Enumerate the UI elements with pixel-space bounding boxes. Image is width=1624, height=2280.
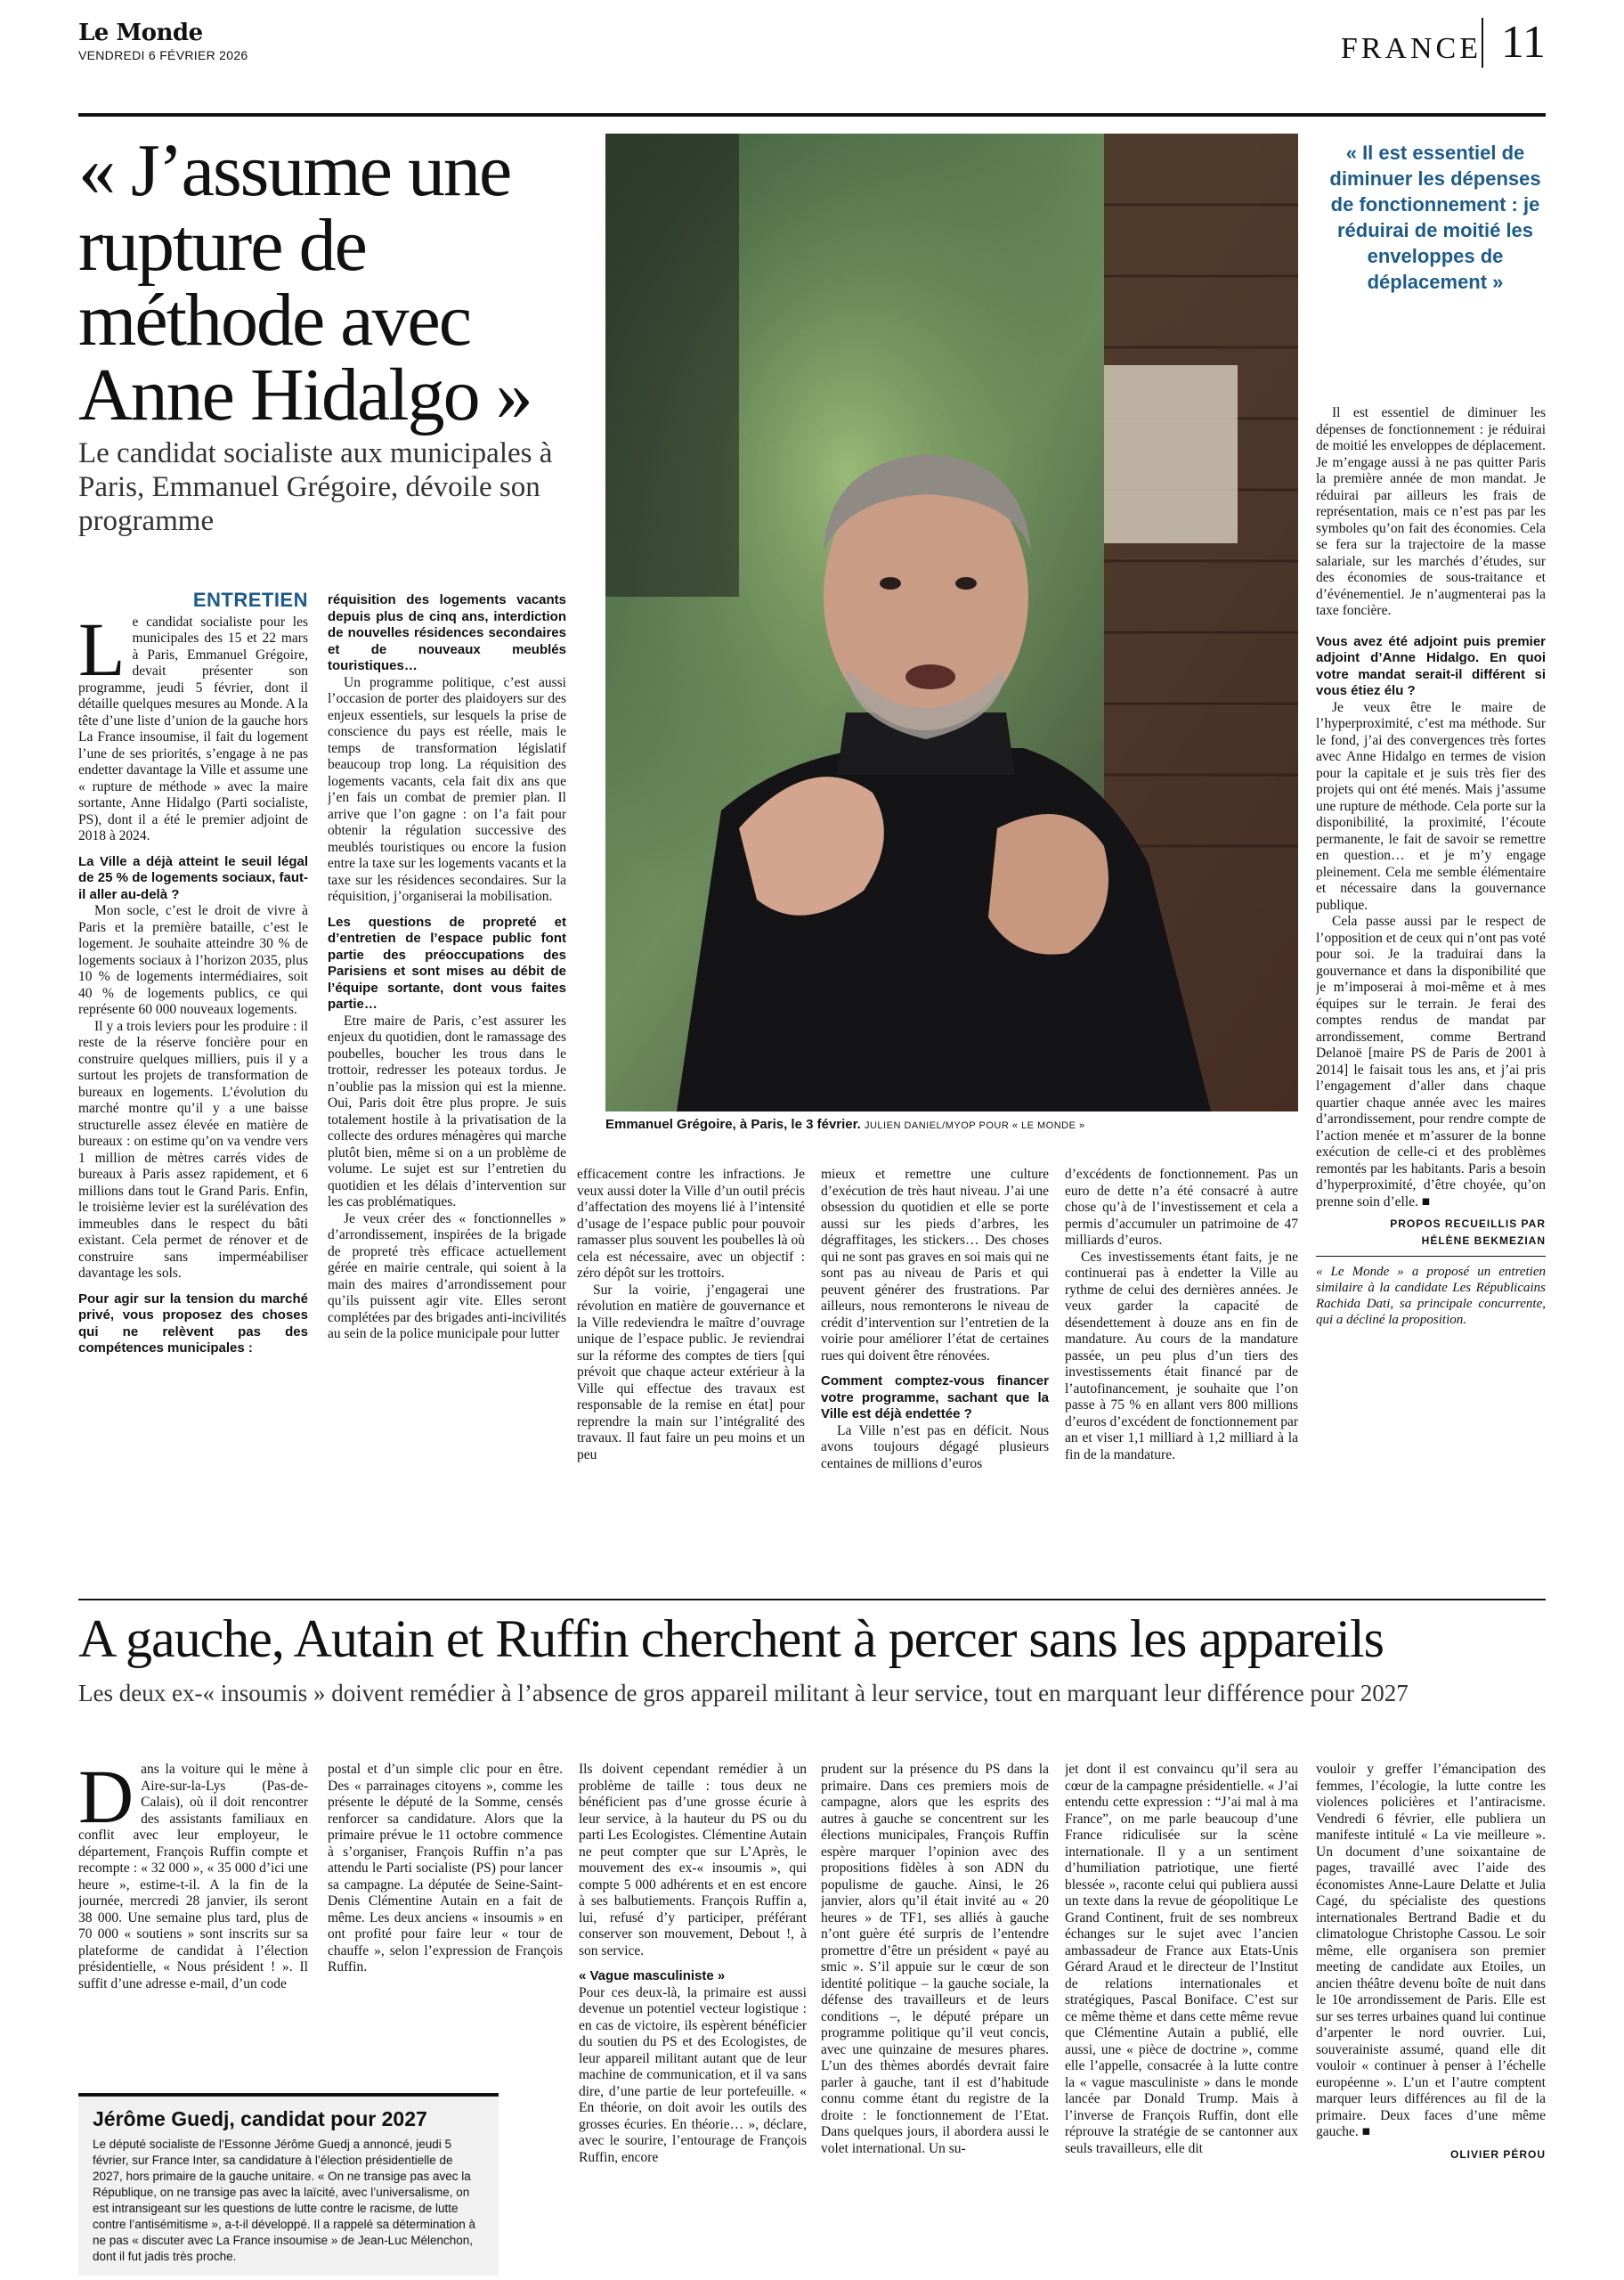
header-rule [78,113,1546,117]
article2-column-2 [328,1762,563,2087]
interview-label: ENTRETIEN [192,592,308,611]
answer-paragraph: Je veux créer des « fonctionnelles » d’arrondissement, inspirées de la brigade de propreté très efficace actuellement gérée en mairie centrale, qui soient à la main des maires d’arrondissement pour qu’ils puissent agir vite. Elles seront complétées par des brigades anti-incivilités au sein de la police municipale pour lutter [328,1210,566,1341]
pull-quote: « Il est essentiel de diminuer les dépenses de fonctionnement : je réduirai de moitié les enveloppes de déplacement » [1329,142,1541,293]
article1-column-2 [328,592,566,1590]
byline-line1: PROPOS RECUEILLIS PAR [1390,1217,1546,1230]
body-paragraph: Ces investissements étant faits, je ne continuerai pas à endetter la Ville au rythme de celui des dernières années. Je veux garder la capacité de désendettement à douze ans en fin de mandature. Au cours de la mandature passée, un peu plus d’un tiers des investissements était financé par de l’autofinancement, je souhaite que l’on passe à 75 % en allant vers 800 millions d’euros d’excédent de fonctionnement par an et viser 1,1 milliard à 1,2 milliard à la fin de la mandature. [1065,1249,1298,1462]
body-paragraph: d’excédents de fonctionnement. Pas un euro de dette n’a été consacré à autre chose qu’à de l’investissement et cela a permis d’accumuler un patrimoine de 47 milliards d’euros. [1065,1167,1298,1248]
body-paragraph: jet dont il est convaincu qu’il sera au cœur de la campagne présidentielle. « J’ai entendu cette expression : “J’ai mal à ma France”, on me parle beaucoup d’une France ridiculisée sur la scène internationale. Il y a un sentiment d’humiliation patriotique, une fierté blessée », raconte celui qui publiera aussi un texte dans la revue de géopolitique Le Grand Continent, fruit de ses nombreux échanges sur le sujet avec l’ancien ambassadeur de France aux Etats-Unis Gérard Araud et le directeur de l’Institut de relations internationales et stratégiques, Pascal Boniface. C’est sur ce même thème et dans cette même revue que Clémentine Autain a publié, elle aussi, une « pièce de doctrine », comme elle l’appelle, consacrée à la lutte contre la « vague masculiniste » dans le monde lancée par Donald Trump. Mais à l’inverse de François Ruffin, dont elle réprouve la stratégie de se cantonner aux seuls travailleurs, elle dit [1065,1762,1298,2156]
answer-paragraph: Mon socle, c’est le droit de vivre à Paris et la première bataille, c’est le logement. Je souhaite atteindre 30 % de logements sociaux à l’horizon 2035, plus 10 % de logements intermédiaires, soit 40 % de logements publics, ce qui représente 60 000 nouveaux logements. [78,903,308,1017]
answer-paragraph: Je veux être le maire de l’hyperproximité, c’est ma méthode. Sur le fond, j’ai des convergences très fortes avec Anne Hidalgo en termes de vision pour la capitale et je suis très fier des projets qui ont été menés. Mais j’assume une rupture de méthode. Cela porte sur la disponibilité, la proximité, l’écoute permanente, le fait de savoir se remettre en question… et je m’y engage pleinement. Cela me semble élémentaire et nécessaire dans la gouvernance publique. [1316,699,1546,913]
editor-note: « Le Monde » a proposé un entretien similaire à la candidate Les Républicains Rachida Dati, sa principale concurrente, qui a décliné la proposition. [1316,1265,1546,1327]
article1-column-6 [1316,405,1546,1590]
article2-title: A gauche, Autain et Ruffin cherchent à percer sans les appareils [78,1609,1384,1668]
byline-divider [1316,1256,1546,1257]
article2-column-3 [579,1762,807,2278]
body-paragraph: mieux et remettre une culture d’exécution de très haut niveau. J’ai une obsession du quotidien et elle se porte aussi sur les pieds d’arbres, les dégraffitages, les stickers… Des choses qui ne sont pas graves en soi mais qui ne sont pas au niveau de Paris et qui peuvent générer des frustrations. Par ailleurs, nous remonterons le niveau de crédit d’intervention sur l’entretien de la voirie pour améliorer l’état de certaines rues qui doivent être rénovées. [821,1167,1049,1364]
article2-column-6 [1316,1762,1546,2278]
answer-paragraph: Il y a trois leviers pour les produire : il reste de la réserve foncière pour en construire quelques milliers, puis il y a surtout les projets de transformation de bureaux en logements. L’évolution du marché montre qu’il y a une baisse structurelle assez élevée en matière de bureaux : on estime qu’on va vendre vers 1 million de mètres carrés vides de bureaux à Paris assez rapidement, et 6 millions dans tout le Grand Paris. Enfin, le troisième levier est la surélévation des immeubles dans le respect du bâti existant. Cela permet de rénover et de construire sans imperméabiliser davantage les sols. [78,1018,308,1281]
sidebar-box [78,2093,499,2276]
byline-author: HÉLÈNE BEKMEZIAN [1421,1234,1546,1247]
article2-standfirst: Les deux ex-« insoumis » doivent remédier à l’absence de gros appareil militant à leur service, tout en marquant leur différence pour 2027 [78,1680,1409,1706]
article2-column-1 [78,1762,308,2087]
question: Comment comptez-vous financer votre programme, sachant que la Ville est déjà endettée ? [821,1373,1049,1421]
intro-paragraph [78,606,308,845]
question: La Ville a déjà atteint le seuil légal de 25 % de logements sociaux, faut-il aller au-delà ? [78,853,308,902]
body-paragraph: Sur la voirie, j’engagerai une révolution en matière de gouvernance et la Ville redeviendra le maître d’ouvrage unique de l’espace public. Je reviendrai sur la réforme des comptes de tiers [qui prévoit que chaque acteur extérieur à la Ville qui effectue des travaux est responsable de la remise en état] pour reprendre la main sur l’intégralité des travaux. Il faut faire un peu moins et un peu [577,1282,805,1462]
portrait-photo [605,134,1298,1112]
answer-paragraph: Etre maire de Paris, c’est assurer les enjeux du quotidien, dont le ramassage des poubelles, boucher les trous dans le trottoir, redresser les poteaux tordus. Je n’oublie pas la mission qui est la mienne. Oui, Paris doit être plus propre. Je suis totalement hostile à la privatisation de la collecte des ordures ménagères qui marche plutôt bien, même si on a un problème de volume. Le sujet est sur l’entretien du quotidien et les délais d’intervention sur les cas problématiques. [328,1013,566,1209]
body-paragraph: postal et d’un simple clic pour en être. Des « parrainages citoyens », comme les présente le député de la Somme, censés renforcer sa candidature. Alors que la primaire prévue le 11 octobre commence à s’organiser, François Ruffin n’a pas attendu le Parti socialiste (PS) pour lancer sa campagne. La députée de Seine-Saint-Denis Clémentine Autain en a fait de même. Les deux anciens « insoumis » en ont profité pour faire leur « tour de chauffe », selon l’expression de François Ruffin. [328,1762,563,1975]
question: réquisition des logements vacants depuis plus de cinq ans, interdiction de nouvelles résidences secondaires et de nouveaux meublés touristiques… [328,592,566,673]
answer-paragraph: La Ville n’est pas en déficit. Nous avons toujours dégagé plusieurs centaines de millions d’euros [821,1422,1049,1471]
question: Pour agir sur la tension du marché privé, vous proposez des choses qui ne relèvent pas des compétences municipales : [78,1291,308,1356]
body-paragraph [78,1762,308,1992]
dropcap: D [78,1762,134,1839]
issue-date: VENDREDI 6 FÉVRIER 2026 [78,48,248,62]
article-separator [78,1599,1546,1600]
answer-paragraph: Cela passe aussi par le respect de l’opposition et de ceux qui n’ont pas voté pour soi. Je la traduirai dans la gouvernance et dans la disponibilité que je m’imposerai à moi-même et à mes équipes sur le terrain. Je ferai des comptes rendus de mandat par arrondissement, comme Bertrand Delanoë [maire PS de Paris de 2001 à 2014] le faisait tous les ans, et j’ai pris l’engagement d’aller dans chaque quartier chaque année avec les maires d’arrondissement, pour rendre compte de l’action menée et m’assurer de la bonne exécution de celle-ci et des problèmes remontés par les habitants. Paris a besoin d’hyperproximité, d’être choyée, qu’on prenne soin d’elle. ■ [1316,914,1546,1209]
sidebar-box-title: Jérôme Guedj, candidat pour 2027 [93,2107,427,2130]
byline-author: OLIVIER PÉROU [1449,2147,1546,2161]
article1-standfirst: Le candidat socialiste aux municipales à Paris, Emmanuel Grégoire, dévoile son programme [78,437,553,537]
article1-column-1 [78,592,308,1590]
photo-caption-text: Emmanuel Grégoire, à Paris, le 3 février. [605,1117,861,1132]
question: Les questions de propreté et d’entretien de l’espace public font partie des préoccupations des Parisiens et sont mises au débit de l’équipe sortante, dont vous faites partie… [328,914,566,1012]
body-paragraph: Pour ces deux-là, la primaire est aussi devenue un potentiel vecteur logistique : en cas de victoire, ils espèrent bénéficier du soutien du PS et des Ecologistes, de leur appareil militant autant que de leur machine de communication, et il va sans dire, d’une partie de leur portefeuille. « En théorie, on doit avoir les outils des grosses écuries. En théorie… », déclare, avec le sourire, l’entourage de François Ruffin, encore [579,1984,807,2165]
page-number: 11 [1482,18,1546,68]
question: Vous avez été adjoint puis premier adjoint d’Anne Hidalgo. En quoi votre mandat serait-il différent si vous étiez élu ? [1316,633,1546,698]
article1-column-4 [821,1167,1049,1590]
intro-text: e candidat socialiste pour les municipales des 15 et 22 mars à Paris, Emmanuel Grégoire, devait présenter son programme, jeudi 5 février, dont il détaille quelques mesures au Monde. A la tête d’une liste d’union de la gauche hors La France insoumise, il fait du logement l’une de ses priorités, s’engage à ne pas endetter davantage la Ville et assume une « rupture de méthode » avec la maire sortante, Anne Hidalgo (Parti socialiste, PS), dont il a été le premier adjoint de 2018 à 2024. [78,614,308,843]
masthead-logo: Le Monde [78,20,203,46]
photo-caption [605,1117,1298,1132]
body-paragraph: vouloir y greffer l’émancipation des femmes, l’écologie, la lutte contre les violences policières et l’antiracisme. Vendredi 6 février, elle publiera un manifeste intitulé « La vie meilleure ». Un document d’une soixantaine de pages, travaillé avec l’aide des économistes Anne-Laure Delatte et Julia Cagé, du spécialiste des questions internationales Bertrand Badie et du climatologue Christophe Cassou. Le soir même, elle organisera son premier meeting de candidate aux Etoiles, un ancien théâtre devenu boîte de nuit dans le 10e arrondissement de Paris. Elle est sur ses terres urbaines quand lui continue d’arpenter le nord ouvrier. Lui, souverainiste assumé, quand elle dit vouloir « continuer à penser à l’échelle européenne ». L’un et l’autre comptent marquer leurs différences au fil de la primaire. Deux faces d’une même gauche. ■ [1316,1762,1546,2139]
article2-column-4 [821,1762,1049,2278]
body-paragraph: prudent sur la présence du PS dans la primaire. Dans ces premiers mois de campagne, alors que les esprits des autres à gauche se concentrent sur les élections municipales, François Ruffin espère marquer l’opinion avec des propositions fidèles à son ADN du populisme de gauche. Ainsi, le 26 janvier, alors qu’il était invité au « 20 heures » de TF1, ses alliés à gauche n’ont guère été surpris de l’entendre promettre d’être un président « payé au smic ». S’il appuie sur le cœur de son identité politique – la gauche sociale, la défense des travailleurs et de leurs conditions –, le député prépare un programme politique qu’il veut concis, avec une quinzaine de mesures phares. L’un des thèmes abordés devrait faire parler à gauche, tant il est d’habitude connu comme étant du registre de la droite : le fonctionnement de l’Etat. Dans quelques jours, il abordera aussi le volet international. Un su- [821,1762,1049,2156]
portrait-illustration [605,134,1298,1112]
article2-column-5 [1065,1762,1298,2278]
body-text: ans la voiture qui le mène à Aire-sur-la-Lys (Pas-de-Calais), où il doit rencontrer des assistants familiaux en conflit avec leur employeur, le département, François Ruffin compte et recompte : « 32 000 », « 35 000 d’ici une heure », estime-t-il. A la fin de la journée, mercredi 28 janvier, ils seront 38 000. Une semaine plus tard, plus de 70 000 « soutiens » sont inscrits sur sa plateforme de candidat à l’élection présidentielle, « Nous président ! ». Il suffit d’une adresse e-mail, d’un code [78,1762,308,1991]
answer-paragraph: Un programme politique, c’est aussi l’occasion de porter des plaidoyers sur des enjeux essentiels, sur lesquels la prise de conscience du pays est réelle, mais le temps de transformation législatif beaucoup trop long. La réquisition des logements vacants, cela fait dix ans que j’en fais un combat de premier plan. Il arrive que l’on gagne : on l’a fait pour obtenir la régulation successive des meublés touristiques ou encore la fusion entre la taxe sur les logements vacants et la taxe sur les résidences secondaires. Sur la réquisition, j’organiserai la mobilisation. [328,674,566,904]
photo-credit: JULIEN DANIEL/MYOP POUR « LE MONDE » [864,1120,1085,1131]
subheading: « Vague masculiniste » [579,1968,726,1983]
article1-column-5 [1065,1167,1298,1590]
answer-paragraph: Il est essentiel de diminuer les dépenses de fonctionnement : je réduirai de moitié les enveloppes de déplacement. Je m’engage aussi à ne pas quitter Paris la première année de mon mandat. Je réduirai par ailleurs les frais de représentation, mais ce n’est pas par les symboles qu’on fait des économies. Cela se fera sur la trajectoire de la masse salariale, sur les marchés d’études, sur des économies de sous-traitance et d’événementiel. Je n’augmenterai pas la taxe foncière. [1316,405,1546,618]
dropcap: L [78,606,126,692]
article1-title: « J’assume une rupture de méthode avec Anne Hidalgo » [78,129,532,436]
body-paragraph: Ils doivent cependant remédier à un problème de taille : tous deux ne bénéficient pas d’une grosse écurie à leur service, à la hauteur du PS ou du parti Les Ecologistes. Clémentine Autain ne peut compter que sur L’Après, le mouvement des ex-« insoumis », qui compte 5 000 adhérents et en est encore à ses balbutiements. François Ruffin a, lui, refusé d’y participer, préférant conserver son mouvement, Debout !, à son service. [579,1762,807,1958]
sidebar-box-text: Le député socialiste de l’Essonne Jérôme Guedj a annoncé, jeudi 5 février, sur France Inter, sa candidature à l’élection présidentielle de 2027, hors primaire de la gauche unitaire. « On ne transige pas avec la République, on ne transige pas avec la laïcité, avec l’universalisme, on est intransigeant sur les questions de lutte contre le racisme, de lutte contre l’antisémitisme », a-t-il développé. Il a rappelé sa détermination à ne pas « discuter avec La France insoumise » de Jean-Luc Mélenchon, dont il fut jadis très proche. [93,2138,475,2263]
article1-column-3 [577,1167,805,1590]
section-rubric: FRANCE [1340,32,1482,65]
body-paragraph: efficacement contre les infractions. Je veux aussi doter la Ville d’un outil précis d’affectation des moyens lié à l’intensité d’usage de l’espace public pour pouvoir ramasser plus souvent les poubelles là où cela est nécessaire, avec un objectif : zéro dépôt sur les trottoirs. [577,1167,805,1281]
